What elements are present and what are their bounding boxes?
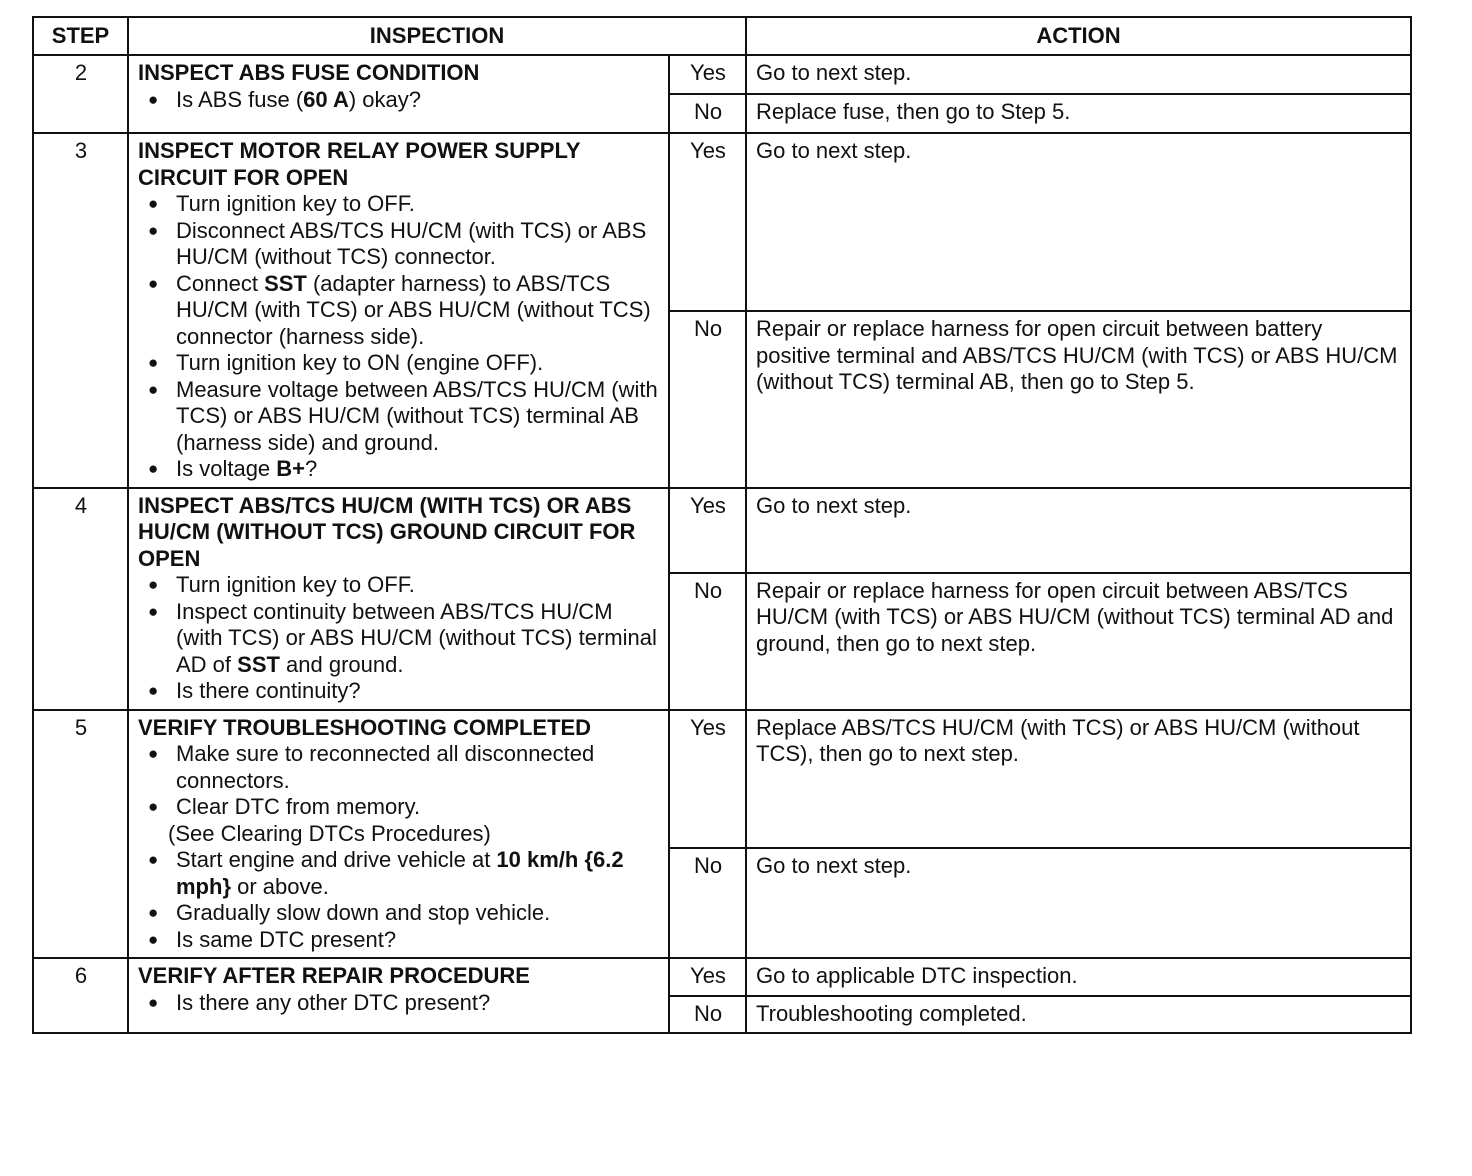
header-inspection: INSPECTION	[128, 17, 746, 55]
inspection-title: INSPECT ABS/TCS HU/CM (WITH TCS) OR ABS HU/CM (WITHOUT TCS) GROUND CIRCUIT FOR OPEN	[138, 492, 636, 571]
header-row	[33, 17, 1411, 55]
step-number: 4	[33, 488, 128, 710]
procedure-reference: (See Clearing DTCs Procedures)	[168, 820, 491, 846]
yes-label: Yes	[669, 710, 746, 848]
table-row	[33, 133, 1411, 311]
inspection-steps	[138, 191, 660, 483]
inspection-step: ● Turn ignition key to ON (engine OFF).	[138, 350, 660, 377]
inspection-step: ● Is same DTC present?	[138, 927, 660, 954]
table-row	[33, 55, 1411, 94]
inspection-step: ● Turn ignition key to OFF.	[138, 191, 660, 218]
inspection-step: ● Start engine and drive vehicle at 10 km/h {6.2 mph} or above.	[138, 847, 660, 900]
inspection-cell	[128, 133, 669, 488]
inspection-step: ● Is there any other DTC present?	[138, 990, 660, 1017]
diagnostic-table	[32, 16, 1412, 1034]
yes-label: Yes	[669, 488, 746, 573]
step-number: 6	[33, 958, 128, 1033]
yes-label: Yes	[669, 55, 746, 94]
inspection-steps	[138, 847, 660, 953]
table-row	[33, 710, 1411, 848]
no-label: No	[669, 996, 746, 1033]
step-number: 2	[33, 55, 128, 133]
step-number: 3	[33, 133, 128, 488]
inspection-title: VERIFY AFTER REPAIR PROCEDURE	[138, 963, 530, 988]
no-label: No	[669, 311, 746, 488]
inspection-step: ● Is there continuity?	[138, 678, 660, 705]
inspection-step: ● Make sure to reconnected all disconnected connectors.	[138, 741, 660, 794]
yes-action: Go to applicable DTC inspection.	[746, 958, 1411, 996]
inspection-step: ● Inspect continuity between ABS/TCS HU/CM (with TCS) or ABS HU/CM (without TCS) terminal AD of SST and ground.	[138, 599, 660, 679]
table-row	[33, 488, 1411, 573]
inspection-cell	[128, 55, 669, 133]
inspection-steps	[138, 741, 660, 821]
inspection-step: ● Gradually slow down and stop vehicle.	[138, 900, 660, 927]
no-action: Repair or replace harness for open circuit between ABS/TCS HU/CM (with TCS) or ABS HU/CM (without TCS) terminal AD and ground, then go to next step.	[746, 573, 1411, 710]
inspection-step: ● Clear DTC from memory.	[138, 794, 660, 821]
step-number: 5	[33, 710, 128, 959]
no-label: No	[669, 848, 746, 959]
yes-action: Go to next step.	[746, 133, 1411, 311]
header-action: ACTION	[746, 17, 1411, 55]
no-action: Troubleshooting completed.	[746, 996, 1411, 1033]
inspection-step: ● Measure voltage between ABS/TCS HU/CM (with TCS) or ABS HU/CM (without TCS) terminal AB (harness side) and ground.	[138, 377, 660, 457]
inspection-steps	[138, 87, 660, 114]
no-action: Repair or replace harness for open circuit between battery positive terminal and ABS/TCS HU/CM (with TCS) or ABS HU/CM (without TCS) terminal AB, then go to Step 5.	[746, 311, 1411, 488]
inspection-step: ● Is ABS fuse (60 A) okay?	[138, 87, 660, 114]
header-step: STEP	[33, 17, 128, 55]
no-action: Replace fuse, then go to Step 5.	[746, 94, 1411, 133]
table-row	[33, 958, 1411, 996]
no-label: No	[669, 573, 746, 710]
inspection-steps	[138, 990, 660, 1017]
inspection-title: VERIFY TROUBLESHOOTING COMPLETED	[138, 714, 592, 740]
inspection-cell	[128, 958, 669, 1033]
yes-action: Go to next step.	[746, 55, 1411, 94]
inspection-step: ● Is voltage B+?	[138, 456, 660, 483]
inspection-step: ● Connect SST (adapter harness) to ABS/TCS HU/CM (with TCS) or ABS HU/CM (without TCS) connector (harness side).	[138, 271, 660, 351]
yes-action: Go to next step.	[746, 488, 1411, 573]
yes-label: Yes	[669, 133, 746, 311]
inspection-step: ● Disconnect ABS/TCS HU/CM (with TCS) or ABS HU/CM (without TCS) connector.	[138, 218, 660, 271]
inspection-cell	[128, 710, 669, 959]
yes-action: Replace ABS/TCS HU/CM (with TCS) or ABS HU/CM (without TCS), then go to next step.	[746, 710, 1411, 848]
yes-label: Yes	[669, 958, 746, 996]
no-label: No	[669, 94, 746, 133]
inspection-steps	[138, 572, 660, 705]
no-action: Go to next step.	[746, 848, 1411, 959]
inspection-title: INSPECT ABS FUSE CONDITION	[138, 60, 480, 85]
inspection-title: INSPECT MOTOR RELAY POWER SUPPLY CIRCUIT FOR OPEN	[138, 138, 581, 190]
inspection-step: ● Turn ignition key to OFF.	[138, 572, 660, 599]
inspection-cell	[128, 488, 669, 710]
